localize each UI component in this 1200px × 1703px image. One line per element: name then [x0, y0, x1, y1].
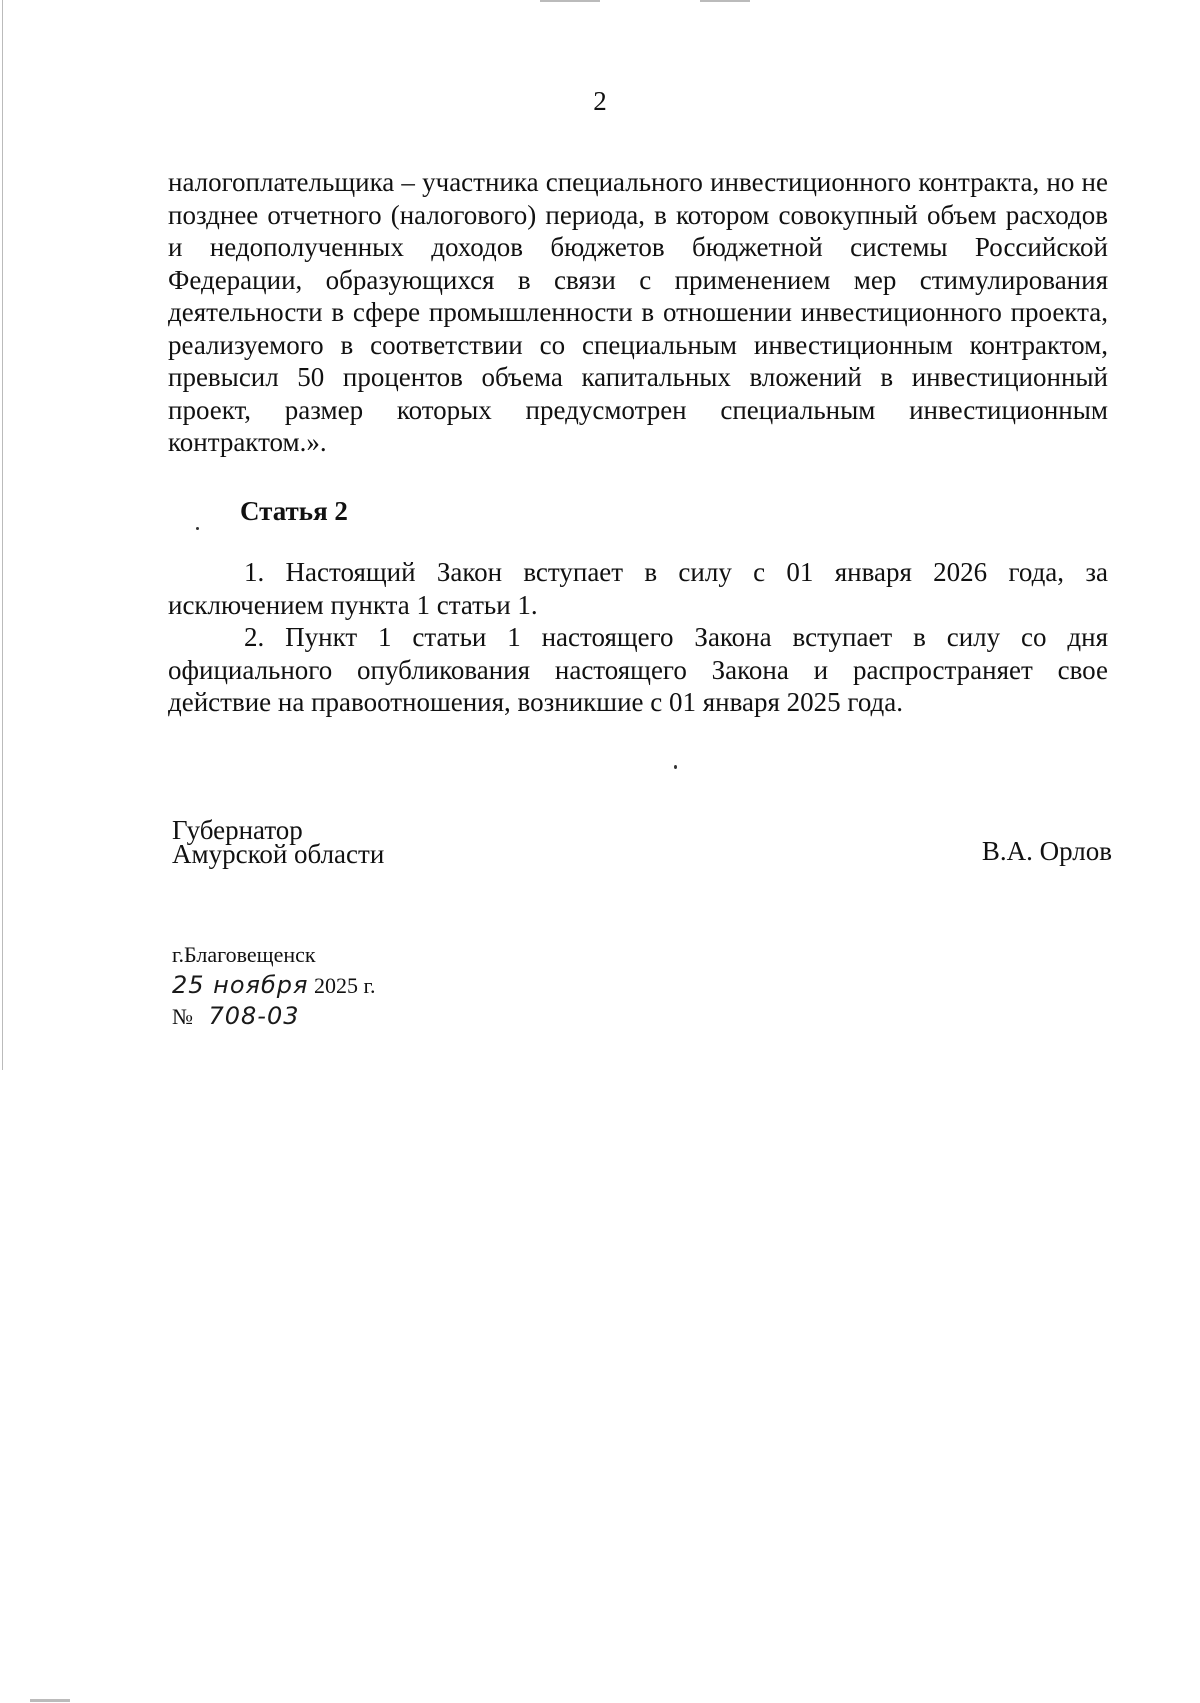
article-item-2: 2. Пункт 1 статьи 1 настоящего Закона вступает в силу со дня официального опубликования настоящего Закона и распространяет свое действие на правоотношения, возникшие с 01 января 2025 года. — [168, 622, 1108, 717]
scan-speck — [674, 765, 677, 769]
date-line — [172, 970, 376, 1001]
handwritten-number: 708-03 — [208, 1002, 300, 1030]
article-body — [168, 556, 1108, 719]
number-sign: № — [172, 1004, 193, 1029]
intro-text — [168, 166, 1108, 459]
intro-paragraph: налогоплательщика – участника специального инвестиционного контракта, но не позднее отчетного (налогового) периода, в котором совокупный объем расходов и недополученных доходов бюджетов бюджетной системы Российской Федерации, образующихся в связи с применением мер стимулирования деятельности в сфере промышленности в отношении инвестиционного проекта, реализуемого в соответствии со специальным инвестиционным контрактом, превысил 50 процентов объема капитальных вложений в инвестиционный проект, размер которых предусмотрен специальным инвестиционным контрактом.». — [168, 167, 1108, 457]
city: г.Благовещенск — [172, 942, 316, 967]
handwritten-date: 25 ноября — [172, 971, 309, 999]
article-heading: Статья 2 — [240, 496, 348, 526]
signatory-title — [172, 815, 385, 869]
article-item-1: 1. Настоящий Закон вступает в силу с 01 января 2026 года, за исключением пункта 1 статьи 1. — [168, 557, 1108, 620]
scan-edge-line — [2, 0, 3, 1070]
date-year: 2025 г. — [313, 973, 376, 998]
number-line — [172, 1001, 376, 1032]
scan-top-mark — [700, 0, 750, 2]
signatory-title-line2: Амурской области — [172, 839, 385, 869]
scan-speck — [196, 527, 199, 530]
scan-top-mark — [540, 0, 600, 2]
scan-bottom-mark — [30, 1699, 70, 1702]
signatory-name: В.А. Орлов — [981, 836, 1112, 866]
place-and-date — [172, 940, 376, 1032]
page-number: 2 — [593, 86, 607, 116]
signatory-title-line1: Губернатор — [172, 815, 303, 845]
